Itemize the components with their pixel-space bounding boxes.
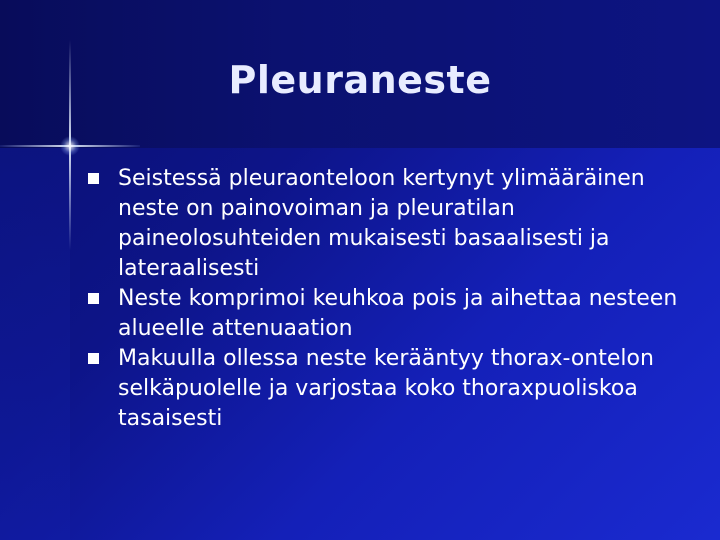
square-bullet-icon bbox=[88, 293, 99, 304]
square-bullet-icon bbox=[88, 353, 99, 364]
sparkle-star-icon bbox=[60, 136, 80, 156]
bullet-text: Neste komprimoi keuhkoa pois ja aihettaa nesteen alueelle attenuaation bbox=[118, 286, 678, 341]
bullet-text: Seistessä pleuraonteloon kertynyt ylimääräinen neste on painovoiman ja pleuratilan paineolosuhteiden mukaisesti basaalisesti ja lateraalisesti bbox=[118, 166, 645, 281]
square-bullet-icon bbox=[88, 173, 99, 184]
slide-title-text: Pleuraneste bbox=[228, 58, 492, 102]
slide-title bbox=[0, 58, 720, 102]
bullet-item bbox=[88, 344, 688, 434]
bullet-item bbox=[88, 284, 688, 344]
left-decor-strip bbox=[0, 148, 70, 540]
bullet-item bbox=[88, 164, 688, 284]
bullet-text: Makuulla ollessa neste kerääntyy thorax-ontelon selkäpuolelle ja varjostaa koko thoraxpuoliskoa tasaisesti bbox=[118, 346, 654, 431]
bullet-list bbox=[88, 164, 688, 434]
